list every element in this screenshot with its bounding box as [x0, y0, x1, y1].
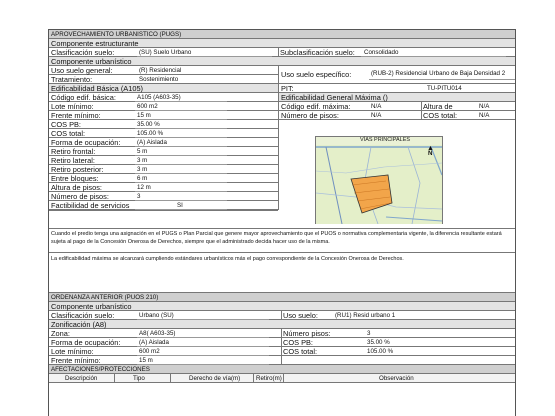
anterior-forma-value: (A) Aislada — [139, 338, 169, 346]
basica-row-value: 6 m — [137, 174, 148, 182]
col-derecho-via: Derecho de vía(m) — [189, 374, 241, 382]
basica-row — [49, 201, 278, 210]
basica-row-value: 3 m — [137, 165, 148, 173]
col-tipo: Tipo — [133, 374, 145, 382]
maxima-pisos-label: Número de pisos: — [281, 111, 339, 120]
uso-especifico-value: (RUB-2) Residencial Urbano de Baja Densidad 2 — [371, 70, 506, 77]
anterior-lote-label: Lote mínimo: — [51, 347, 94, 356]
anterior-forma-row — [49, 338, 515, 347]
col-observacion: Observación — [379, 374, 414, 382]
basica-row-label: Entre bloques: — [51, 174, 99, 183]
section-title-pugs — [49, 30, 515, 39]
afectaciones-table-header — [49, 374, 515, 383]
basica-row-label: Retiro posterior: — [51, 165, 104, 174]
anterior-pisos-value: 3 — [367, 329, 371, 337]
maxima-codigo-row — [278, 102, 516, 111]
tratamiento-value: Sostenimiento — [139, 75, 179, 83]
basica-row — [49, 165, 278, 174]
basica-row-label: Altura de pisos: — [51, 183, 102, 192]
anterior-uso-label: Uso suelo: — [283, 311, 318, 320]
note-edificabilidad — [51, 257, 515, 267]
section-title-puos — [49, 293, 515, 302]
anterior-urbanistico-header-text: Componente urbanístico — [51, 302, 132, 311]
anterior-frente-label: Frente mínimo: — [51, 356, 101, 365]
anterior-clasificacion-label: Clasificación suelo: — [51, 311, 115, 320]
basica-row — [49, 120, 278, 129]
col-retiro: Retiro(m) — [256, 374, 282, 382]
col-descripcion: Descripción — [65, 374, 98, 382]
maxima-altura-label: Altura de — [423, 102, 453, 111]
basica-row — [49, 183, 278, 192]
basica-row-label: Forma de ocupación: — [51, 138, 121, 147]
basica-row — [49, 138, 278, 147]
section-title-puos-text: ORDENANZA ANTERIOR (PUOS 210) — [51, 293, 159, 301]
basica-row-label: Código edif. básica: — [51, 93, 116, 102]
maxima-cos-label: COS total: — [423, 111, 458, 120]
basica-row-label: COS total: — [51, 129, 86, 138]
anterior-uso-value: (RU1) Resid urbano 1 — [335, 311, 396, 319]
basica-row-value: 35.00 % — [137, 120, 160, 128]
basica-row-value: 12 m — [137, 183, 151, 191]
basica-row — [49, 147, 278, 156]
anterior-lote-value: 600 m2 — [139, 347, 160, 355]
section-title-pugs-text: APROVECHAMIENTO URBANISTICO (PUGS) — [51, 30, 182, 38]
clasificacion-value: (SU) Suelo Urbano — [139, 48, 192, 56]
estructurante-header — [49, 39, 515, 48]
maxima-header — [278, 93, 516, 102]
uso-general-cell — [49, 66, 278, 75]
anterior-costotal-value: 105.00 % — [367, 347, 394, 355]
basica-row — [49, 174, 278, 183]
tratamiento-cell — [49, 75, 278, 84]
uso-especifico-cell — [278, 66, 516, 84]
anterior-frente-value: 15 m — [139, 356, 153, 364]
uso-general-value: (R) Residencial — [139, 66, 182, 74]
basica-row-value: 15 m — [137, 111, 151, 119]
uso-general-label: Uso suelo general: — [51, 66, 113, 75]
basica-row-value: A105 (A603-35) — [137, 93, 181, 101]
basica-row — [49, 129, 278, 138]
basica-row-value: 3 m — [137, 156, 148, 164]
anterior-cospb-label: COS PB: — [283, 338, 313, 347]
maxima-codigo-label: Código edif. máxima: — [281, 102, 351, 111]
maxima-altura-value: N/A — [479, 102, 490, 110]
basica-row-label: Retiro lateral: — [51, 156, 95, 165]
basica-row-value: 105.00 % — [137, 129, 164, 137]
basica-row-label: Frente mínimo: — [51, 111, 101, 120]
basica-row-label: Lote mínimo: — [51, 102, 94, 111]
uso-especifico-label: Uso suelo específico: — [281, 70, 352, 79]
zoning-report-sheet — [48, 29, 516, 416]
subclasificacion-value: Consolidado — [364, 48, 399, 56]
zonificacion-header — [49, 320, 515, 329]
estructurante-header-text: Componente estructurante — [51, 39, 139, 48]
subclasificacion-label: Subclasificación suelo: — [280, 48, 355, 57]
location-map — [315, 136, 443, 224]
maxima-pisos-row — [278, 111, 516, 120]
anterior-frente-row — [49, 356, 515, 365]
basica-row-label: Número de pisos: — [51, 192, 109, 201]
map-drawing — [316, 145, 442, 224]
pit-label: PIT: — [281, 84, 294, 93]
north-label: N — [428, 150, 433, 157]
zonificacion-header-text: Zonificación (A8) — [51, 320, 107, 329]
basica-row-value: (A) Aislada — [137, 138, 167, 146]
note-concesion-text: Cuando el predio tenga una asignación en el PUGS o Plan Parcial que genere mayor aprovechamiento que el PUOS o normativa complementaria vigente, la diferencia resultante estará sujeta al pago de la Concesión Onerosa de Derechos, siempre que el administrado decida hacer uso de la misma. — [51, 231, 502, 245]
anterior-zona-label: Zona: — [51, 329, 70, 338]
basica-row-value: SI — [177, 201, 183, 209]
anterior-urbanistico-header — [49, 302, 515, 311]
basica-header-text: Edificabilidad Básica (A105) — [51, 84, 144, 93]
tratamiento-label: Tratamiento: — [51, 75, 93, 84]
urbanistico-header-text: Componente urbanístico — [51, 57, 132, 66]
section-title-afectaciones — [49, 365, 515, 374]
basica-row-value: 3 — [137, 192, 141, 200]
basica-row-value: 5 m — [137, 147, 148, 155]
pit-cell — [278, 84, 516, 93]
anterior-clasificacion-value: Urbano (SU) — [139, 311, 174, 319]
basica-row — [49, 93, 278, 102]
basica-row-label: Factibilidad de servicios — [51, 201, 130, 210]
anterior-cospb-value: 35.00 % — [367, 338, 390, 346]
maxima-cos-value: N/A — [479, 111, 490, 119]
anterior-lote-row — [49, 347, 515, 356]
basica-row — [49, 192, 278, 201]
urbanistico-header — [49, 57, 515, 66]
basica-header — [49, 84, 278, 93]
note-concesion — [51, 230, 515, 250]
maxima-pisos-value: N/A — [371, 111, 382, 119]
clasificacion-row — [49, 48, 515, 57]
pit-value: TU-PITU014 — [427, 84, 462, 92]
basica-row — [49, 111, 278, 120]
note-edificabilidad-text: La edificabilidad máxima se alcanzará cumpliendo estándares urbanísticos más el pago correspondiente de la Concesión Onerosa de Derechos. — [51, 256, 404, 262]
anterior-pisos-label: Número pisos: — [283, 329, 331, 338]
anterior-forma-label: Forma de ocupación: — [51, 338, 121, 347]
anterior-clasificacion-row — [49, 311, 515, 320]
maxima-codigo-value: N/A — [371, 102, 382, 110]
basica-row — [49, 156, 278, 165]
clasificacion-label: Clasificación suelo: — [51, 48, 115, 57]
basica-row-label: COS PB: — [51, 120, 81, 129]
map-title: VÍAS PRINCIPALES — [360, 137, 411, 143]
basica-row-value: 600 m2 — [137, 102, 158, 110]
anterior-zona-row — [49, 329, 515, 338]
basica-row — [49, 102, 278, 111]
maxima-header-text: Edificabilidad General Máxima () — [281, 93, 388, 102]
north-arrow-icon: ▲ — [427, 145, 434, 152]
anterior-costotal-label: COS total: — [283, 347, 318, 356]
anterior-zona-value: A8( A603-35) — [139, 329, 176, 337]
basica-list — [49, 93, 278, 210]
basica-row-label: Retiro frontal: — [51, 147, 96, 156]
section-title-afectaciones-text: AFECTACIONES/PROTECCIONES — [51, 365, 150, 373]
